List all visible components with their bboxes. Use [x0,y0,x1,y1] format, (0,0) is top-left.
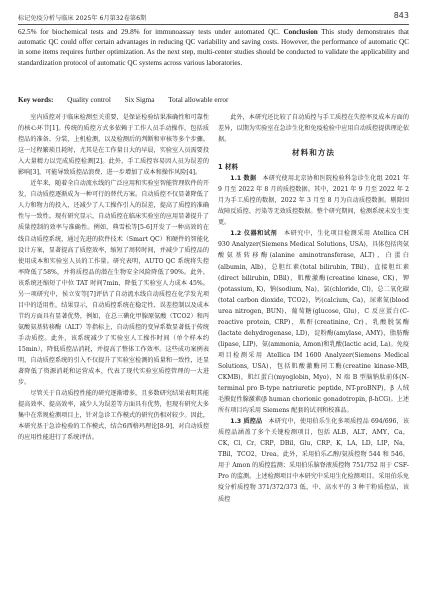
item-label: 1.3 质控品 [230,418,263,426]
keywords-line [18,95,409,105]
item-label: 1.2 仪器和试剂 [230,230,278,238]
abstract-conclusion-text: This study demonstrates that automatic QC could offer certain advantages in reducing QC variability and saving costs. However, the performance of automatic QC in some items requires further optimization. As the next step, multi-center studies should be conducted to validate the applicability and standardization protocol of automatic QC systems across various laboratories. [18,28,410,67]
keyword: Quality control [67,96,111,104]
item-text: 本研究中，使用伯乐生化多项质控品 694/696，该质控品涵盖了多个关键检测项目，包括 ALB，ALT，AMY，Ca，CK，Cl，Cr，CRP，DBil，Glu，CRP，K，LA，LD，LIP，Na，TBil，TCO2，Urea。此外，采用伯乐乙醇/氨质控物 544 和 546，用于 Amon 的质控监测；采用伯乐脑脊液质控物 751/752 用于 CSF-Pro 的监测。上述检测项目中本研究中采用生化检测项目。采用伯乐免疫分析质控物 371/372/373 低、中、高水平的 3 种干粉质控品，该质控 [218,418,409,503]
item-text: 本研究使用北京协和医院检验科急诊生化组 2021 年 9 月至 2022 年 8 月的质控数据。其中，2021 年 9 月至 2022 年 2 月为手工质控的数据，2022 年 3 月至 8 月为自动质控数据。剔除因故障反质控、污染等无效质控数据。整个研究期间，检测系统未发生变更。 [218,175,409,227]
header-rule [18,24,409,25]
item-text: 本研究中，生化项目检测采用 Atellica CH 930 Analyzer(Siemens Medical Solutions, USA)，具体包括肉氨酸氨基转移酶(alanine aminotransferase, ALT)，白蛋白(albumin, Alb)，总胆红素(total bilirubin, TBil)，直接胆红素(direct bilirubin, DBil)，肌酸激酶(creatine kinase, CK)，钾(potassium, K)，钠(sodium, Na)，氯(chloride, Cl)，总二氧化碳(total carbon dioxide, TCO2)，钙(calcium, Ca)，尿素氮(blood urea nitrogen, BUN)，葡萄糖(glucose, Glu)，C 反应蛋白(C-reactive protein, CRP)，肌酐(creatinine, Cr)，乳酸脱氢酶(lactate dehydrogenase, LD)，淀粉酶(amylase, AMY)，脂肪酶(lipase, LIP)，氨(ammonia, Amon)和乳酸(lactic acid, La)。免疫项目检测采用 Atellica IM 1600 Analyzer(Siemens Medical Solutions, USA)，包括肌酸激酶同工酶(creatine kinase-MB, CKMB)，肌红蛋白(myoglobin, Myo)，N 端 B 型脑钠肽前体(N-terminal pro B-type natriuretic peptide, NT-proBNP)，β 人绒毛膜促性腺激素(β human chorionic gonadotropin, β-hCG)。上述所有项目均采用 Siemens 配套的试剂和校准品。 [218,230,409,415]
running-head [18,11,409,23]
body-paragraph: 此外，本研究还比较了自动质控与手工质控在失控率及成本方面的差异，以期为实验室在急诊生化和免疫检验中应用自动质控提供理论依据。 [218,114,409,144]
subsection-title: 1 材料 [218,163,239,172]
body-paragraph: 室内质控对于临床检测至关重要，是保证检验结果准确性和可靠性的核心环节[1]。传统的质控方式多依赖于工作人员手动操作，包括质控品的准备、分装、上机检测，以及检测后的判断和审核等多个步骤。这一过程繁琐且耗时，尤其是在工作量日大的早晨，实验室人员需要投入大量精力以完成质控检测[2]。此外，手工质控容易因人员为误差的影响[3]，可能导致质控品浪费、进一步增加了成本和操作风险[4]。 [18,114,209,177]
right-column [218,112,409,505]
conclusion-label: Conclusion [283,28,318,36]
section-title: 材料和方法 [292,148,335,158]
abstract-results-text: 62.5% for biochemical tests and 29.8% for immunoassay tests under automated QC. [18,28,280,36]
keyword: Six Sigma [124,96,155,104]
body-paragraph: 尽管关于自动质控性能的研究逐渐增多，且多数研究结果表明其能提高效率、提高效率，减少人为误差等方面具有优势，但现有研究大多集中在常规检测项目上，针对急诊工作模式的研究仍相对较少。因此，本研究基于急诊检验的工作模式，结合6西格玛理论[8-9]，对自动质控的应用性能进行了系统评估。 [18,390,209,442]
page-number: 843 [393,11,409,20]
method-item [218,173,409,228]
left-column [18,112,209,443]
english-abstract [18,27,409,68]
journal-citation: 标记免疫分析与临床 2025年 6月第32卷第6期 [18,15,147,22]
item-label: 1.1 数据 [230,175,257,183]
method-item [218,416,409,504]
keywords-label: Key words: [18,96,54,104]
method-item [218,228,409,416]
body-paragraph: 近年来，随着全自动流水线的广泛应用和实验室智能管理软件的开发，自动质控逐渐成为一种可行的替代方案。自动质控不仅显著降低了人力和物力的投入，还减少了人工操作引入的误差，提高了质控的准确性与一致性。现有研究显示，自动质控在临床实验室的应用显著提升了质量控制的效率与准确性。例如，典雪松等[5-6]开发了一种高效的在线自动质控系统，通过先进的软件技术（Smart QC）和硬件的智能化设计方案，显著提高了质控效率，缩短了周转时间，并减少了质控品的使用成本和实验室人员的工作量。研究表明，AUTO QC 系统将失控率降低了58%，并将质控品的潜在生物安全风险降低了90%。此外，该系统还缩短了中位 TAT 时间7min，降低了实验室人力成本 45%。另一项研究中，侯立安等[7]评估了自动流水线自动质控在化学发光项目中的适用性，结果显示，自动质控系统在稳定性、误差控制以及成本节约方面具有显著优势，例如，在总三碘化甲腺原氨酸（TCO2）和丙氨酸氨基转移酶（ALT）等指标上，自动质控的变异系数显著低于传统手动质控。此外，该系统减少了实验室人工操作时间（单个样本约15min），降低质控品消耗，并提高了整体工作效率。这些成功案例表明，自动质控系统的引入不仅提升了实验室检测的质量和一致性，还显著降低了资源消耗和运营成本，代表了现代实验室质控管理的一大进步。 [18,180,209,387]
keyword: Total allowable error [168,96,229,104]
